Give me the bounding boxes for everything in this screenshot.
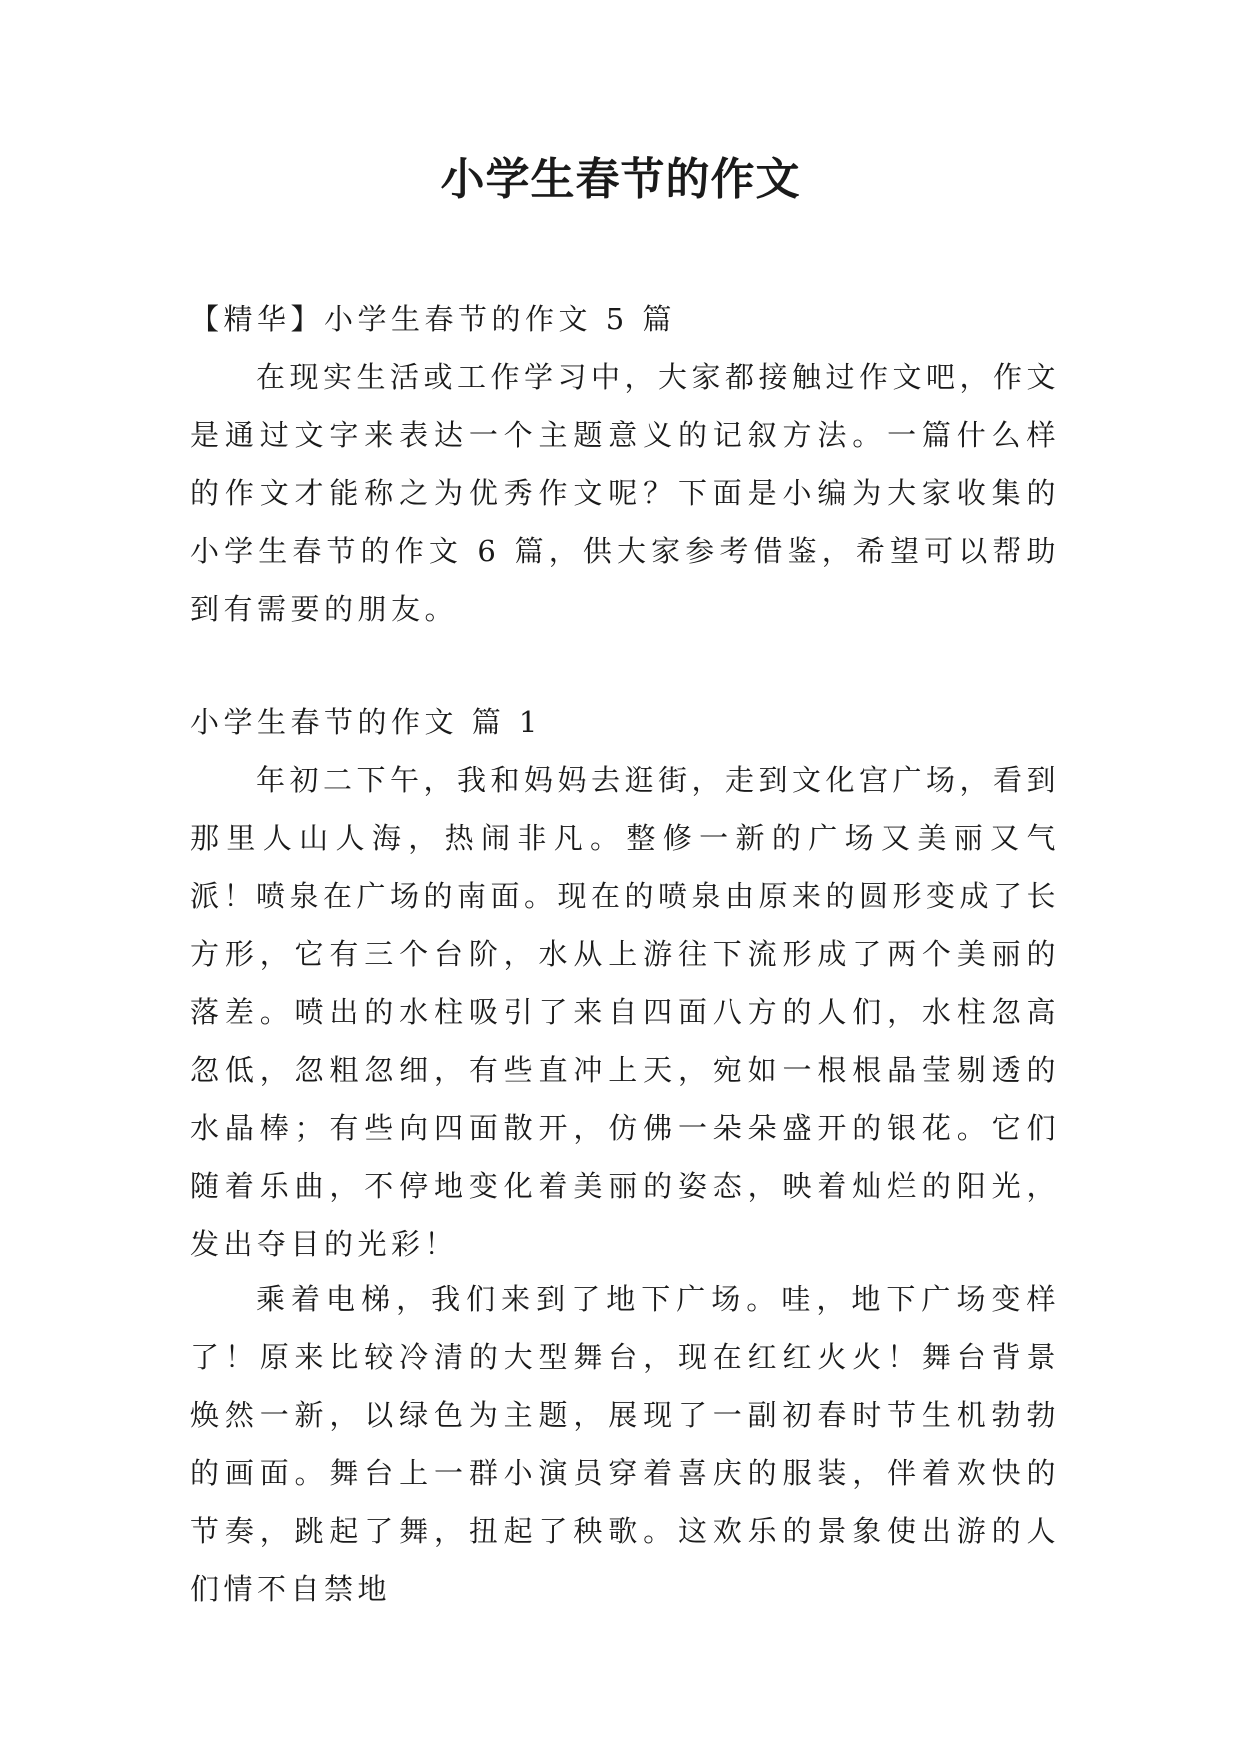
body-paragraph: 年初二下午，我和妈妈去逛街，走到文化宫广场，看到那里人山人海，热闹非凡。整修一新的广场又美丽又气派！	[190, 763, 1061, 913]
section-heading: 小学生春节的作文 篇 1	[190, 705, 542, 739]
body-paragraph: 乘着电梯，我们来到了地下广场。哇，地下广场变样了！原来比较冷清的大型舞台，现在红红火火！舞台背景焕然一新，以绿色为主题，展现了一副初春时节生机勃勃的画面。舞台上一群小演员穿着喜庆的服装，伴着欢快的节奏，跳起了舞，扭起了秧歌。这欢乐的景象使出游的人们情不自禁地	[190, 1282, 1060, 1606]
intro-paragraph: 在现实生活或工作学习中，大家都接触过作文吧，作文是通过文字来表达一个主题意义的记叙方法。一篇什么样的作文才能称之为优秀作文呢？下面是小编为大家收集的小学生春节的作文 6 篇，供大家参考借鉴，希望可以帮助到有需要的朋友。	[190, 360, 1061, 626]
body-paragraph: 喷泉在广场的南面。现在的喷泉由原来的圆形变成了长方形，它有三个台阶，水从上游往下流形成了两个美丽的落差。喷出的水柱吸引了来自四面八方的人们，水柱忽高忽低，忽粗忽细，有些直冲上天，宛如一根根晶莹剔透的水晶棒；有些向四面散开，仿佛一朵朵盛开的银花。它们随着乐曲，不停地变化着美丽的姿态，映着灿烂的阳光，发出夺目的光彩！	[190, 879, 1061, 1261]
document-subtitle: 【精华】小学生春节的作文 5 篇	[190, 302, 676, 336]
document-title: 小学生春节的作文	[440, 154, 801, 205]
